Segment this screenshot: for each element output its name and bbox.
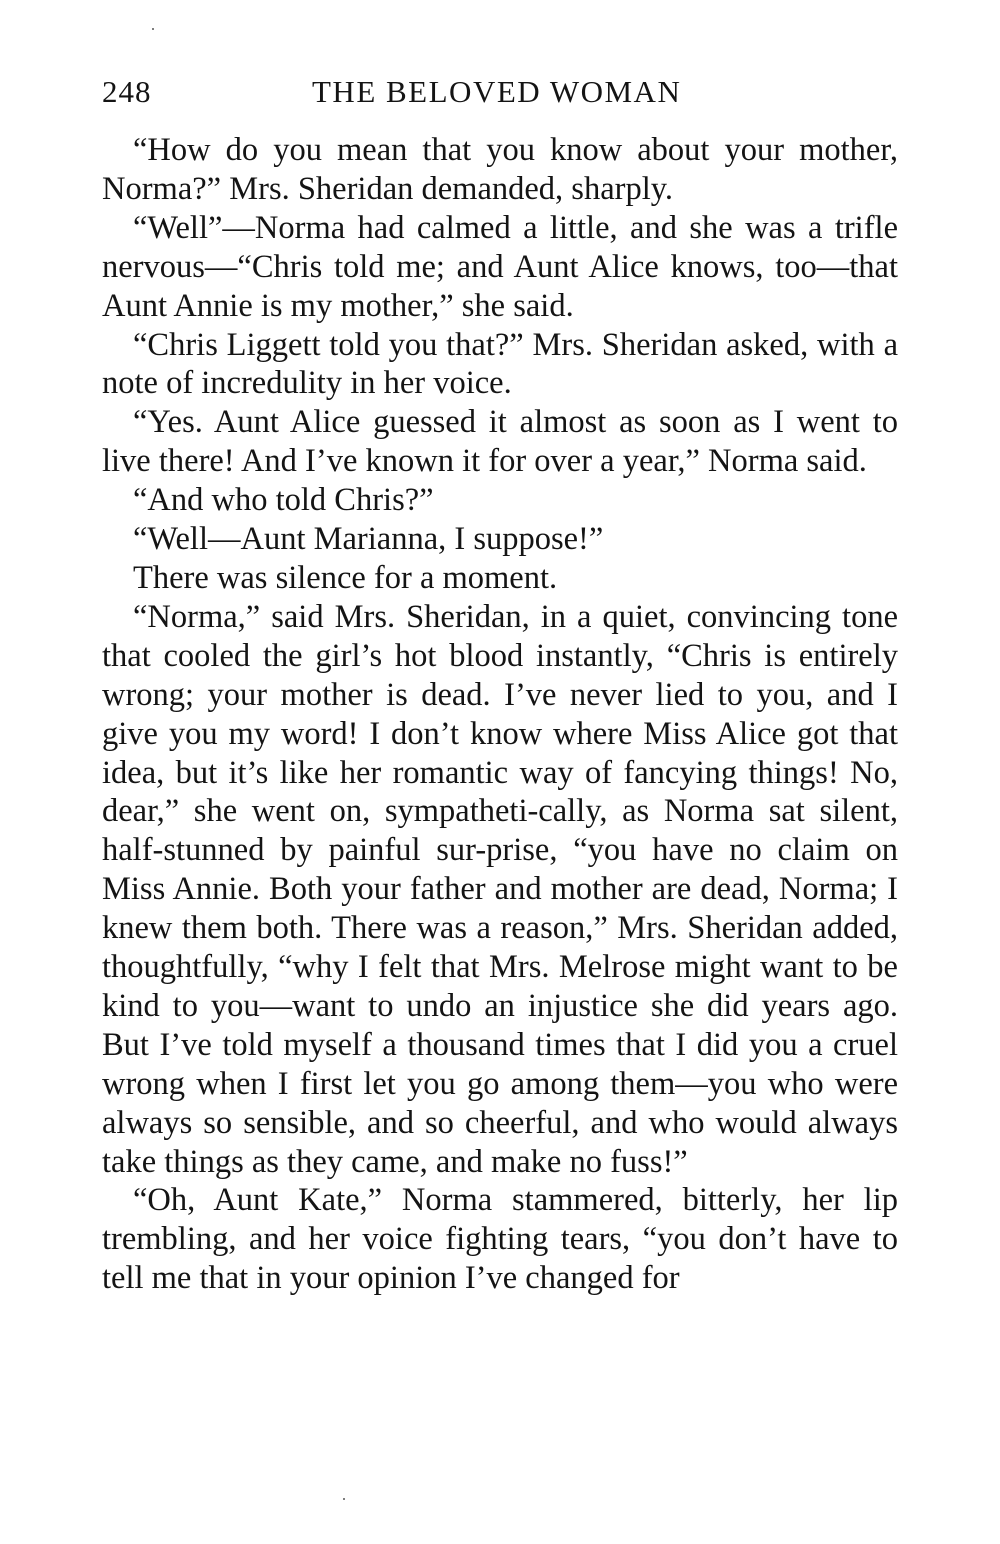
paragraph: “Chris Liggett told you that?” Mrs. Sheridan asked, with a note of incredulity in her voice.	[102, 326, 898, 402]
paragraph: “Oh, Aunt Kate,” Norma stammered, bitterly, her lip trembling, and her voice fighting tears, “you don’t have to tell me that in your opinion I’ve changed for	[102, 1182, 898, 1297]
paragraph: “Well”—Norma had calmed a little, and she was a trifle nervous—“Chris told me; and Aunt Alice knows, too—that Aunt Annie is my mother,” she said.	[102, 209, 898, 324]
paragraph: “And who told Chris?”	[133, 482, 434, 519]
paper-speck	[152, 28, 154, 30]
page-header	[102, 74, 898, 118]
body-text	[102, 131, 898, 1298]
paragraph: “Norma,” said Mrs. Sheridan, in a quiet, convincing tone that cooled the girl’s hot blood instantly, “Chris is entirely wrong; your mother is dead. I’ve never lied to you, and I give you my word! I don’t know where Miss Alice got that idea, but it’s like her romantic way of fancying things! No, dear,” she went on, sympatheti-cally, as Norma sat silent, half-stunned by painful sur-prise, “you have no claim on Miss Annie. Both your father and mother are dead, Norma; I knew them both. There was a reason,” Mrs. Sheridan added, thoughtfully, “why I felt that Mrs. Melrose might want to be kind to you—want to undo an injustice she did years ago. But I’ve told myself a thousand times that I did you a cruel wrong when I first let you go among them—you who were always so sensible, and so cheerful, and who would always take things as they came, and make no fuss!”	[102, 598, 898, 1180]
paragraph: “How do you mean that you know about your mother, Norma?” Mrs. Sheridan demanded, sharply.	[102, 132, 898, 207]
running-title: THE BELOVED WOMAN	[312, 74, 682, 109]
paper-speck	[343, 1498, 345, 1500]
paragraph: “Yes. Aunt Alice guessed it almost as soon as I went to live there! And I’ve known it for over a year,” Norma said.	[102, 404, 898, 480]
page-number: 248	[102, 74, 152, 109]
paragraph: There was silence for a moment.	[133, 559, 558, 596]
paragraph: “Well—Aunt Marianna, I suppose!”	[133, 521, 604, 558]
